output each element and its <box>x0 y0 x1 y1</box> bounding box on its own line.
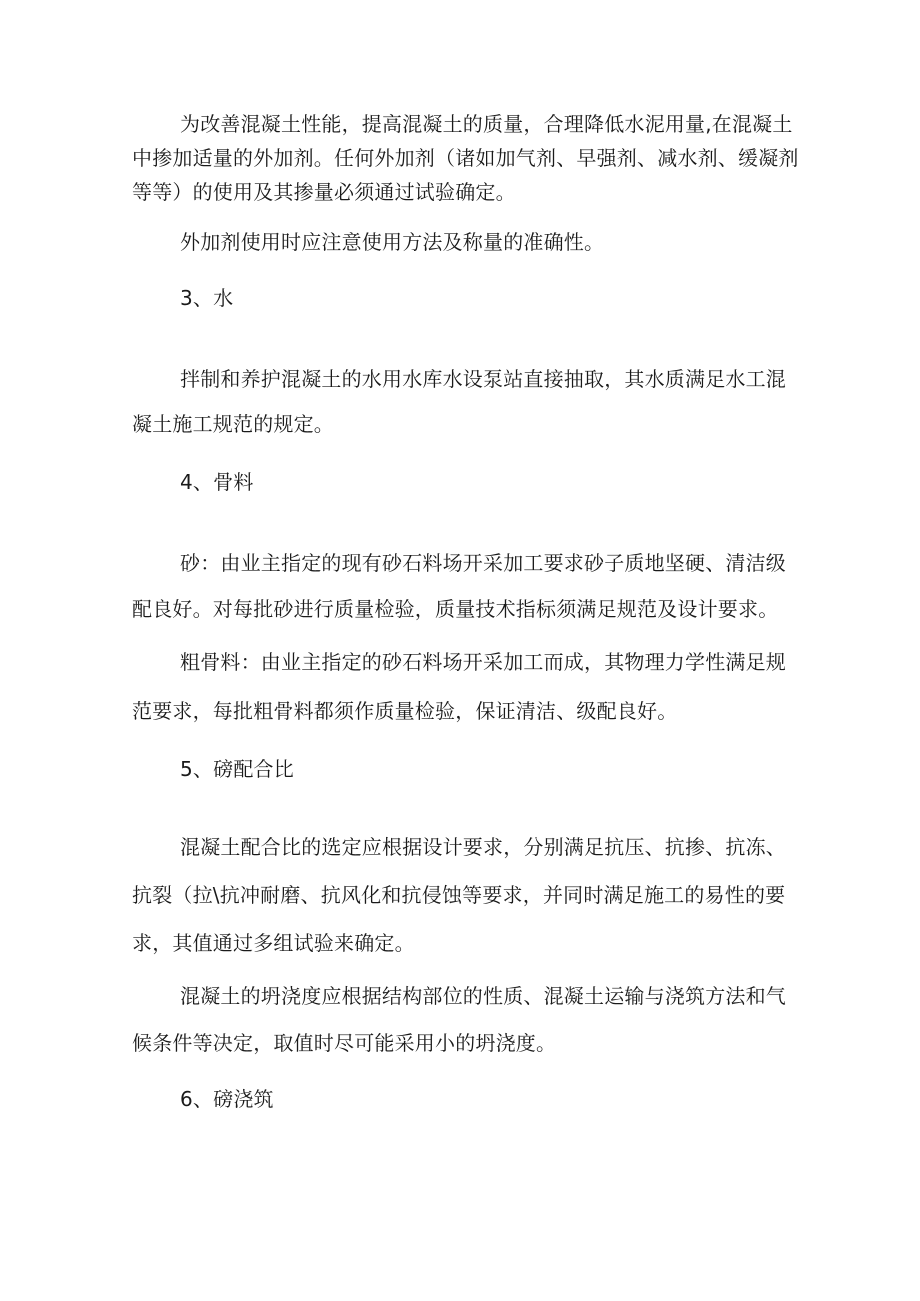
paragraph-6-line-2: 配良好。对每批砂进行质量检验，质量技术指标须满足规范及设计要求。 <box>132 597 779 621</box>
paragraph-1-line-2: 中掺加适量的外加剂。任何外加剂（诸如加气剂、早强剂、减水剂、缓凝剂 <box>132 146 799 170</box>
paragraph-1-line-1: 为改善混凝土性能，提高混凝土的质量，合理降低水泥用量,在混凝土 <box>180 112 793 136</box>
section-heading-4: 4、骨料 <box>180 470 254 494</box>
paragraph-10-line-1: 混凝土的坍浇度应根据结构部位的性质、混凝土运输与浇筑方法和气 <box>180 984 786 1008</box>
paragraph-4-line-2: 凝土施工规范的规定。 <box>132 412 334 436</box>
section-heading-5: 5、磅配合比 <box>180 757 294 781</box>
paragraph-2-line-1: 外加剂使用时应注意使用方法及称量的准确性。 <box>180 230 605 254</box>
paragraph-10-line-2: 候条件等决定，取值时尽可能采用小的坍浇度。 <box>132 1031 557 1055</box>
section-heading-3: 3、水 <box>180 286 234 310</box>
paragraph-7-line-2: 范要求，每批粗骨料都须作质量检验，保证清洁、级配良好。 <box>132 699 678 723</box>
paragraph-9-line-2: 抗裂（拉\抗冲耐磨、抗风化和抗侵蚀等要求，并同时满足施工的易性的要 <box>132 883 786 907</box>
paragraph-1-line-3: 等等）的使用及其掺量必须通过试验确定。 <box>132 180 516 204</box>
paragraph-7-line-1: 粗骨料：由业主指定的砂石料场开采加工而成，其物理力学性满足规 <box>180 650 786 674</box>
paragraph-9-line-3: 求，其值通过多组试验来确定。 <box>132 931 415 955</box>
paragraph-6-line-1: 砂：由业主指定的现有砂石料场开采加工要求砂子质地坚硬、清洁级 <box>180 551 786 575</box>
paragraph-9-line-1: 混凝土配合比的选定应根据设计要求，分别满足抗压、抗掺、抗冻、 <box>180 835 786 859</box>
paragraph-4-line-1: 拌制和养护混凝土的水用水库水设泵站直接抽取，其水质满足水工混 <box>180 367 786 391</box>
section-heading-6: 6、磅浇筑 <box>180 1087 274 1111</box>
